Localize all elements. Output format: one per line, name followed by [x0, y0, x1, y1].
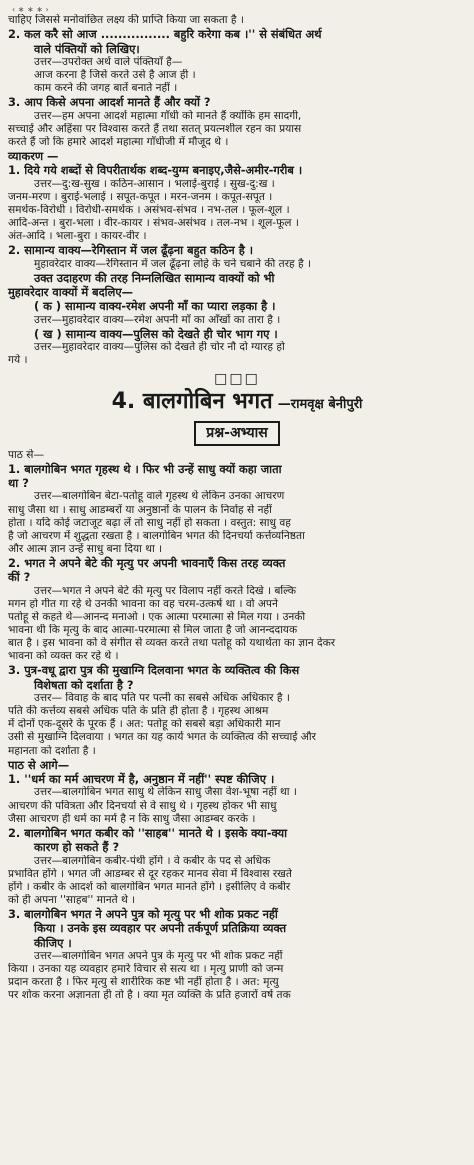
- chapter-author: —रामवृक्ष बेनीपुरी: [277, 396, 363, 412]
- text-line: मगन हो गीत गा रहे थे उनकी भावना का वह चरम-उत्कर्ष था । वो अपने: [8, 597, 278, 610]
- text-line: आज करना है जिसे करते उसे है आज ही ।: [34, 69, 196, 81]
- text-line: 2. बालगोबिन भगत कबीर को ''साहब'' मानते थे । इसके क्या-क्या: [8, 825, 288, 840]
- text-line: काम करने की जगह बातें बनाते नहीं ।: [34, 82, 178, 95]
- text-line: उत्तर—मुहावरेदार वाक्य—रमेश अपनी माँ का आँखों का तारा है ।: [34, 313, 281, 326]
- text-line: वाले पंक्तियों को लिखिए।: [34, 41, 140, 56]
- text-line: 3. बालगोबिन भगत ने अपने पुत्र को मृत्यु पर भी शोक प्रकट नहीं: [8, 906, 278, 921]
- text-line: गये ।: [8, 354, 28, 367]
- grammar-section: [8, 14, 466, 368]
- text-line: उक्त उदाहरण की तरह निम्नलिखित सामान्य वाक्यों को भी: [34, 270, 275, 285]
- text-line: भावना को व्यक्त कर रहे थे ।: [8, 650, 119, 663]
- text-line: होता । यदि कोई जटाजूट बढ़ा लें तो साधु नहीं हो सकता । वस्तुत: साधु वह: [8, 516, 291, 529]
- text-line: किया । उनका यह व्यवहार हमारे विचार से सत्य था । मृत्यु प्राणी को जन्म: [8, 963, 284, 976]
- text-line: 2. कल करै सो आज ................ बहुरि करेगा कब ।'' से संबंधित अर्थ: [8, 27, 322, 42]
- text-line: उत्तर—बालगोबिन भगत साधु थे लेकिन साधु जैसा वेश-भूषा नहीं था ।: [34, 786, 297, 799]
- text-line: कीजिए ।: [34, 935, 72, 950]
- text-line: पाठ से—: [8, 448, 45, 461]
- text-line: को ही अपना ''साहब'' मानते थे ।: [8, 893, 136, 906]
- text-line: उत्तर—बालगोबिन भगत अपने पुत्र के मृत्यु पर भी शोक प्रकट नहीं: [34, 950, 283, 963]
- text-line: प्रदान करता है । फिर मृत्यु से शारीरिक कष्ट भी नहीं होता है । अत: मृत्यु: [8, 976, 279, 989]
- text-line: आदि-अन्त । बुरा-भला । वीर-कायर । संभव-असंभव । तल-नभ । शूल-फूल ।: [8, 216, 299, 229]
- text-line: था ?: [8, 476, 29, 491]
- text-line: महानता को दर्शाता है ।: [8, 744, 96, 757]
- text-line: 2. सामान्य वाक्य—रेगिस्तान में जल ढूँढ़ना बहुत कठिन है ।: [8, 243, 254, 258]
- text-line: 1. बालगोबिन भगत गृहस्थ थे । फिर भी उन्हें साधु क्यों कहा जाता: [8, 461, 282, 476]
- text-line: उत्तर—भगत ने अपने बेटे की मृत्यु पर विलाप नहीं करते दिखे । बल्कि: [34, 584, 297, 597]
- text-line: करते हैं जो कि हमारे आदर्श महात्मा गाँधीजी में मौजूद थे ।: [8, 135, 229, 148]
- text-line: आचरण की पवित्रता और दिनचर्या से वे साधु थे । गृहस्थ होकर भी साधु: [8, 799, 277, 812]
- text-line: उसी से मुखाग्नि दिलवाया । भगत का यह कार्य भगत के व्यक्तित्व की सच्चाई और: [8, 731, 316, 744]
- text-line: पतोहू से कहते थे—आनन्द मनाओ । एक आत्मा परमात्मा से मिल गया । उनकी: [8, 610, 306, 623]
- text-line: 3. पुत्र-वधू द्वारा पुत्र की मुखाग्नि दिलवाना भगत के व्यक्तित्व की किस: [8, 663, 300, 678]
- text-line: उत्तर—हम अपना आदर्श महात्मा गाँधी को मानते हैं क्योंकि हम सादगी,: [34, 109, 302, 122]
- text-line: भावना थी कि मृत्यु के बाद आत्मा-परमात्मा से मिल जाता है जो आनन्ददायक: [8, 624, 298, 637]
- text-line: और आत्म ज्ञान उन्हें साधु बना दिया था ।: [8, 542, 163, 555]
- text-line: बात है । इस भावना को वे संगीत से व्यक्त करते तथा पतोहू को यथार्थता का ज्ञान देकर: [8, 637, 336, 650]
- text-line: उत्तर—बालगोबिन बेटा-पतोहू वाले गृहस्थ थे लेकिन उनका आचरण: [34, 490, 285, 503]
- text-line: उत्तर—उपरोक्त अर्थ वाले पंक्तियाँ है—: [34, 55, 183, 68]
- text-line: पर शोक करना अज्ञानता ही तो है । क्या मृत व्यक्ति के प्रति हजारों वर्ष तक: [8, 989, 291, 1002]
- text-line: ( ख ) सामान्य वाक्य—पुलिस को देखते ही चोर भाग गए ।: [34, 326, 278, 341]
- text-line: कीं ?: [8, 570, 31, 585]
- exercise-heading-box: प्रश्न-अभ्यास: [194, 421, 279, 446]
- text-line: 1. ''धर्म का मर्म आचरण में है, अनुष्ठान में नहीं'' स्पष्ट कीजिए ।: [8, 772, 275, 786]
- text-line: उत्तर— विवाह के बाद पति पर पत्नी का सबसे अधिक अधिकार है ।: [34, 692, 290, 705]
- text-line: समर्थक-विरोधी । विरोधी-समर्थक । असंभव-संभव । नभ-तल । फूल-शूल ।: [8, 203, 290, 216]
- exercise-heading-wrap: [8, 421, 466, 446]
- top-fragment: ‹ ∗ ∗ ∗ ›: [12, 6, 49, 14]
- text-line: में दोनों एक-दूसरे के पूरक हैं । अत: पतोहू को सबसे बड़ा अधिकारी मान: [8, 718, 281, 731]
- text-line: किया । उनके इस व्यवहार पर अपनी तर्कपूर्ण प्रतिक्रिया व्यक्त: [34, 921, 287, 936]
- text-line: 1. दिये गये शब्दों से विपरीतार्थक शब्द-युग्म बनाइए,जैसे-अमीर-गरीब ।: [8, 163, 303, 178]
- text-line: मुहावरेदार वाक्यों में बदलिए—: [8, 285, 134, 300]
- chapter-heading: [8, 387, 466, 420]
- chapter-title: 4. बालगोबिन भगत: [111, 388, 273, 414]
- text-line: होंगे । कबीर के आदर्श को बालगोबिन भगत मानते होंगे । इसीलिए वे कबीर: [8, 880, 291, 893]
- text-line: सच्चाई और अहिंसा पर विश्वास करते हैं तथा सतत् प्रयत्नशील रहन का प्रयास: [8, 122, 302, 135]
- text-line: उत्तर—बालगोबिन कबीर-पंथी होंगे । वे कबीर के पद से अधिक: [34, 854, 271, 867]
- text-line: जनम-मरण । बुराई-भलाई । सपूत-कपूत । मरन-जनम । कपूत-सपूत ।: [8, 190, 273, 203]
- text-line: उत्तर—दु:ख-सुख । कठिन-आसान । भलाई-बुराई । सुख-दु:ख ।: [34, 177, 275, 190]
- text-line: व्याकरण —: [8, 148, 59, 163]
- text-line: अंत-आदि । भला-बुरा । कायर-वीर ।: [8, 230, 147, 243]
- text-line: है जो आचरण में शुद्धता रखता है । बालगोबिन भगत की दिनचर्या कर्त्तव्यनिष्ठता: [8, 529, 305, 542]
- text-line: कारण हो सकते हैं ?: [34, 840, 120, 855]
- text-line: 2. भगत ने अपने बेटे की मृत्यु पर अपनी भावनाएँ किस तरह व्यक्त: [8, 555, 286, 570]
- text-line: उत्तर—मुहावरेदार वाक्य—पुलिस को देखते ही चोर नौ दो ग्यारह हो: [34, 341, 285, 354]
- text-line: जैसा आचरण ही धर्म का मर्म है न कि साधु जैसा आडम्बर करके ।: [8, 812, 256, 825]
- text-line: साधु जैसा था । साधु आडम्बरों या अनुष्ठानों के पालन के निर्वाह से नहीं: [8, 503, 272, 516]
- text-line: ( क ) सामान्य वाक्य-रमेश अपनी माँ का प्यारा लड़का है ।: [34, 299, 276, 314]
- questions-section: [8, 449, 466, 1003]
- text-line: विशेषता को दर्शाता है ?: [34, 677, 134, 692]
- text-line: 3. आप किसे अपना आदर्श मानते हैं और क्यों ?: [8, 95, 211, 110]
- text-line: पाठ से आगे—: [8, 757, 70, 772]
- section-ornament: □□□: [214, 370, 260, 387]
- text-line: चाहिए जिससे मनोवांछित लक्ष्य की प्राप्ति किया जा सकता है ।: [8, 14, 244, 26]
- text-line: मुहावरेदार वाक्य—रेगिस्तान में जल ढूँढ़ना लोहे के चने चबाने की तरह है ।: [34, 257, 312, 270]
- text-line: पति की कर्त्तव्य सबसे अधिक पति के प्रति ही होता है । गृहस्थ आश्रम: [8, 705, 269, 718]
- text-line: प्रभावित होंगे । भगत जी आडम्बर से दूर रहकर मानव सेवा में विश्वास रखते: [8, 867, 292, 880]
